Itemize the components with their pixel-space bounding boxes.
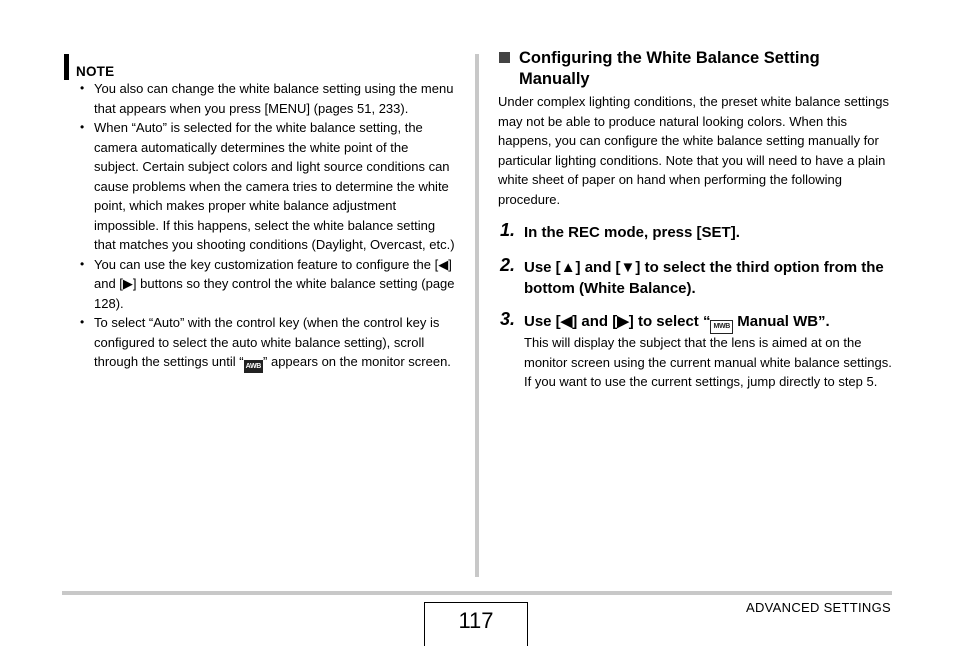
step-text-part: Use [ [524,259,561,276]
note-item-control-key [78,313,456,373]
step-text-part: ] and [ [575,259,621,276]
note-item-text: When “Auto” is selected for the white balance setting, the camera automatically determines the white point of the subject. Certain subject colors and light source conditions can cause problems when the camera tries to determine the white point, which makes proper white balance adjustment impossible. If this happens, select the white balance setting that matches you shooting conditions (Daylight, Overcast, etc.) [94,120,455,252]
note-item-text-part: ] and [ [94,256,452,291]
column-divider [475,54,479,577]
right-arrow-icon: ▶ [617,313,629,330]
square-bullet-icon [499,52,510,63]
section-intro: Under complex lighting conditions, the preset white balance settings may not be able to produce natural looking colors. When this happens, you can configure the white balance setting manually for particular lighting conditions. Note that you will need to have a plain white sheet of paper on hand when performing the following procedure. [498,94,889,207]
step-text: In the REC mode, press [SET]. [524,224,740,241]
note-item-text-part: ] buttons so they control the white balance setting (page 128). [94,276,455,311]
step-text-part: ] to select “ [628,313,711,330]
step-number: 1. [500,220,516,240]
step-text-part: Use [ [524,313,561,330]
note-list [78,79,456,373]
note-title: NOTE [76,64,115,79]
step-number: 2. [500,255,516,275]
note-item-auto [78,118,456,255]
mwb-icon: MWB [710,320,733,334]
page-number: 117 [424,602,528,646]
right-arrow-icon: ▶ [122,276,133,291]
step-number: 3. [500,309,516,329]
up-arrow-icon: ▲ [560,259,576,276]
note-item-key-customization [78,255,456,314]
step-text-part: Manual WB”. [733,313,830,330]
step-3-description: This will display the subject that the lens is aimed at on the monitor screen using the current manual white balance settings. If you want to use the current settings, jump directly to step 5. [524,335,892,389]
awb-icon: AWB [244,360,263,373]
note-item-text-part: ” appears on the monitor screen. [263,354,451,369]
step-text-part: ] to select the third option from the bottom (White Balance). [524,259,884,297]
note-item-text-part: You can use the key customization feature to configure the [ [94,256,439,272]
note-item-menu [78,79,456,118]
left-arrow-icon: ◀ [438,256,449,272]
down-arrow-icon: ▼ [620,259,636,276]
left-arrow-icon: ◀ [560,313,573,330]
footer-section-label: ADVANCED SETTINGS [746,600,891,615]
note-item-text-part: To select “Auto” with the control key (when the control key is configured to select the auto white balance setting), scroll through the settings until “ [94,315,440,369]
step-text [524,258,894,299]
note-marker-bar [64,54,69,80]
section-heading-text: Configuring the White Balance Setting Manually [519,49,820,88]
note-item-text: You also can change the white balance setting using the menu that appears when you press [MENU] (pages 51, 233). [94,81,454,116]
footer-rule [62,591,892,595]
step-text [524,312,894,334]
step-text-part: ] and [ [572,313,618,330]
